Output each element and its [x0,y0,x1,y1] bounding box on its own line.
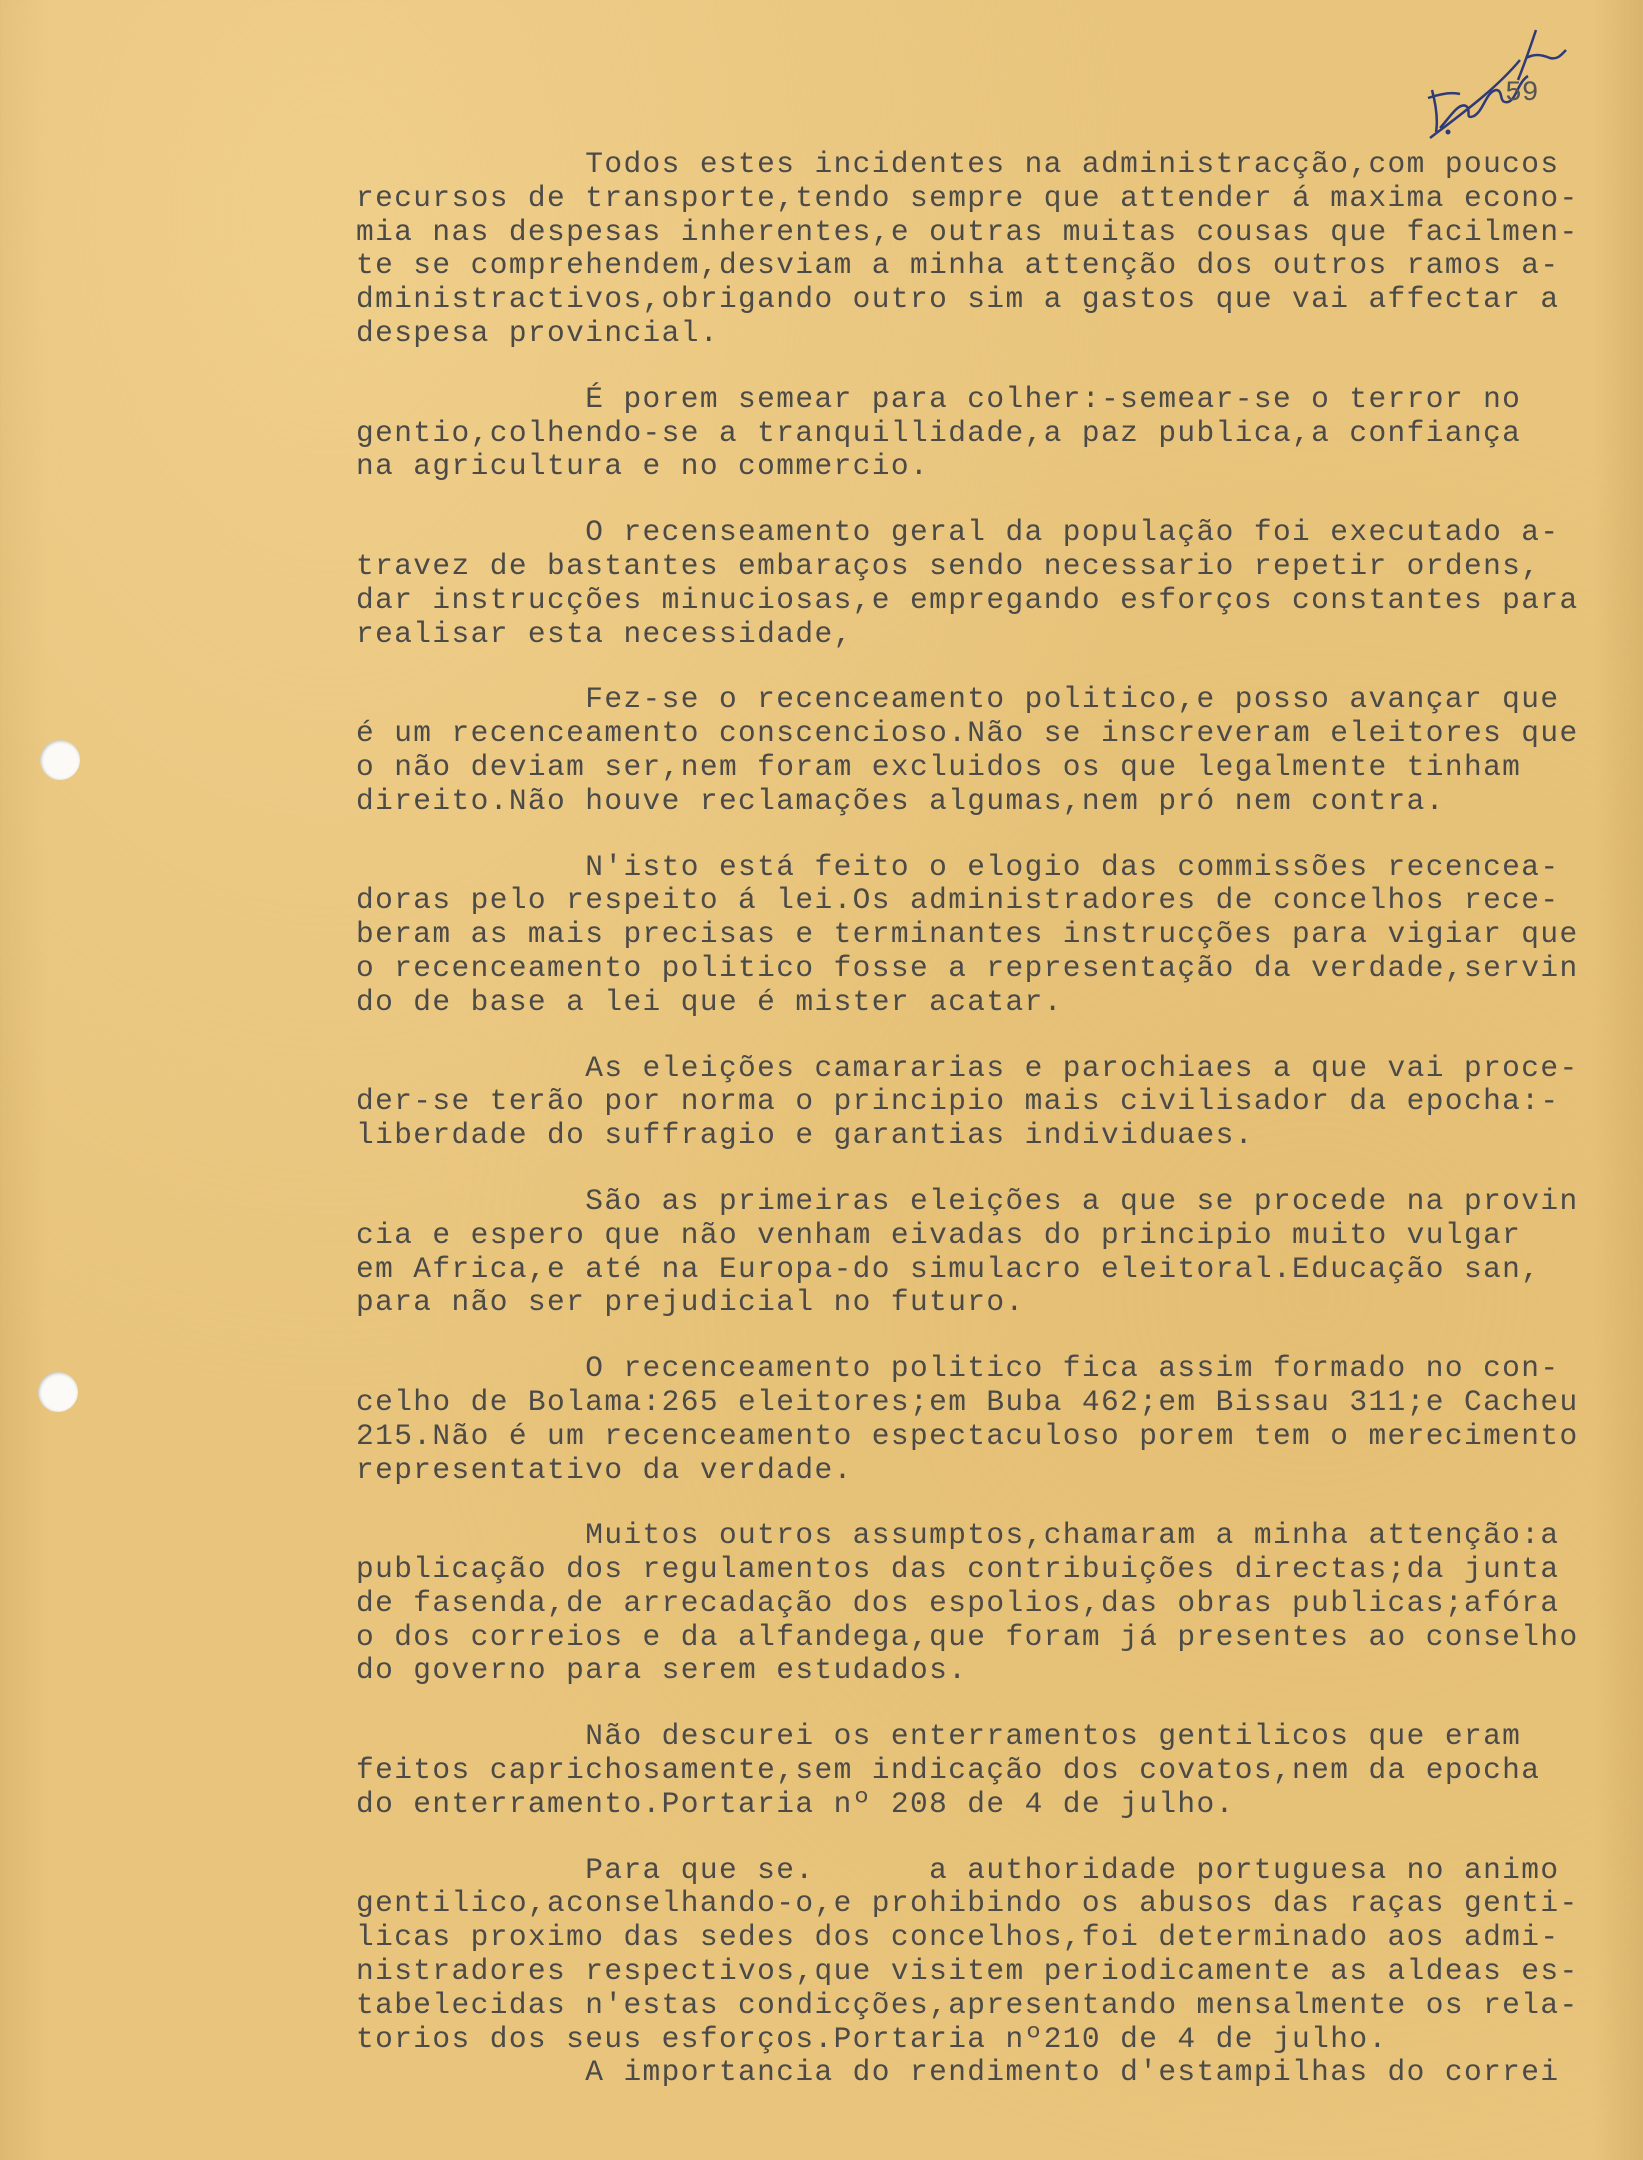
text-line: realisar esta necessidade, [356,616,853,651]
paragraph [356,148,1643,351]
text-line: É porem semear para colher:-semear-se o terror no [356,381,1522,416]
paragraph [356,1185,1643,1320]
text-line: representativo da verdade. [356,1452,853,1487]
paragraph [356,516,1643,651]
text-line: travez de bastantes embaraços sendo necessario repetir ordens, [356,548,1541,583]
text-line: dar instrucções minuciosas,e empregando esforços constantes para [356,582,1579,617]
text-line: doras pelo respeito á lei.Os administradores de concelhos rece- [356,883,1560,918]
text-line: Não descurei os enterramentos gentilicos que eram [356,1719,1522,1754]
text-line: do de base a lei que é mister acatar. [356,984,1063,1019]
text-line: o dos correios e da alfandega,que foram já presentes ao conselho [356,1619,1579,1654]
text-line: mia nas despesas inherentes,e outras muitas cousas que facilmen- [356,214,1579,249]
text-line: licas proximo das sedes dos concelhos,foi determinado aos admi- [356,1920,1560,1955]
text-line: A importancia do rendimento d'estampilhas do correi [356,2055,1560,2090]
text-line: direito.Não houve reclamações algumas,nem pró nem contra. [356,783,1445,818]
text-line: O recenseamento geral da população foi executado a- [356,515,1560,550]
text-line: é um recenceamento conscencioso.Não se inscreveram eleitores que [356,716,1579,751]
text-line: despesa provincial. [356,315,719,350]
text-line: recursos de transporte,tendo sempre que attender á maxima econo- [356,180,1579,215]
text-line: As eleições camararias e parochiaes a que vai proce- [356,1050,1579,1085]
paragraph [356,1052,1643,1153]
text-line: feitos caprichosamente,sem indicação dos covatos,nem da epocha [356,1753,1541,1788]
punch-hole [40,740,80,780]
text-line: tabelecidas n'estas condicções,apresentando mensalmente os rela- [356,1987,1579,2022]
typed-letter-body [356,148,1643,2090]
text-line: de fasenda,de arrecadação dos espolios,das obras publicas;afóra [356,1585,1560,1620]
text-line: o não deviam ser,nem foram excluidos os que legalmente tinham [356,749,1522,784]
text-line: liberdade do suffragio e garantias individuaes. [356,1118,1254,1153]
paragraph [356,1720,1643,1821]
text-line: gentio,colhendo-se a tranquillidade,a paz publica,a confiança [356,415,1522,450]
text-line: publicação dos regulamentos das contribuições directas;da junta [356,1552,1560,1587]
text-line: beram as mais precisas e terminantes instrucções para vigiar que [356,917,1579,952]
text-line: Todos estes incidentes na administracção,com poucos [356,147,1560,181]
text-line: torios dos seus esforços.Portaria nº210 de 4 de julho. [356,2021,1388,2056]
text-line: em Africa,e até na Europa-do simulacro eleitoral.Educação san, [356,1251,1541,1286]
paragraph [356,1854,1643,2091]
text-line: São as primeiras eleições a que se procede na provin [356,1183,1579,1218]
text-line: celho de Bolama:265 eleitores;em Buba 462;em Bissau 311;e Cacheu [356,1384,1579,1419]
paragraph [356,383,1643,484]
text-line: na agricultura e no commercio. [356,449,930,484]
text-line: nistradores respectivos,que visitem periodicamente as aldeas es- [356,1954,1579,1989]
paragraph [356,1519,1643,1688]
text-line: cia e espero que não venham eivadas do principio muito vulgar [356,1217,1522,1252]
text-line: do governo para serem estudados. [356,1653,968,1688]
text-line: do enterramento.Portaria nº 208 de 4 de julho. [356,1786,1235,1821]
text-line: N'isto está feito o elogio das commissões recencea- [356,849,1560,884]
text-line: 215.Não é um recenceamento espectaculoso porem tem o merecimento [356,1418,1579,1453]
handwritten-signature [1400,20,1590,150]
text-line: Muitos outros assumptos,chamaram a minha attenção:a [356,1518,1560,1553]
text-line: te se comprehendem,desviam a minha attenção dos outros ramos a- [356,248,1560,283]
text-line: gentilico,aconselhando-o,e prohibindo os abusos das raças genti- [356,1886,1579,1921]
text-line: o recenceamento politico fosse a representação da verdade,servin [356,950,1579,985]
text-line: Para que se. a authoridade portuguesa no animo [356,1852,1560,1887]
page-number: 59 [1505,78,1539,109]
text-line: para não ser prejudicial no futuro. [356,1285,1025,1320]
paragraph [356,851,1643,1020]
punch-hole [38,1372,78,1412]
text-line: der-se terão por norma o principio mais civilisador da epocha:- [356,1084,1560,1119]
paragraph [356,1352,1643,1487]
text-line: Fez-se o recenceamento politico,e posso avançar que [356,682,1560,717]
paragraph [356,683,1643,818]
text-line: O recenceamento politico fica assim formado no con- [356,1351,1560,1386]
text-line: dministractivos,obrigando outro sim a gastos que vai affectar a [356,282,1560,317]
